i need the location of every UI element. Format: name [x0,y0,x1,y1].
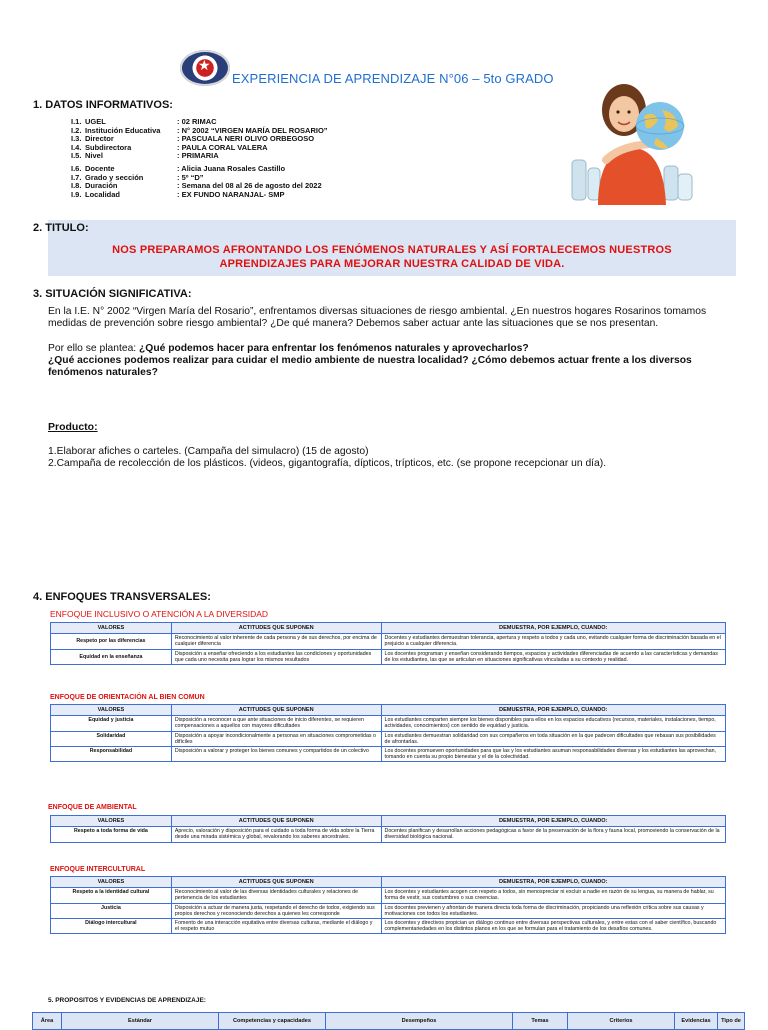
section-datos-heading: 1. DATOS INFORMATIVOS: [33,99,173,111]
enfoque-intercultural-label: ENFOQUE INTERCULTURAL [50,866,146,873]
situacion-question-bold: ¿Qué podemos hacer para enfrentar los fenómenos naturales y aprovecharlos? [139,343,529,354]
enfoque-ambiental-label: ENFOQUE DE AMBIENTAL [48,804,137,811]
table-row [51,827,726,842]
col-demuestra: DEMUESTRA, POR EJEMPLO, CUANDO: [381,623,725,634]
datos-num: I.3. [71,134,82,144]
datos-value: : PASCUALA NERI OLIVO ORBEGOSO [177,134,315,144]
datos-label: Docente [85,163,115,173]
table-row [51,747,726,762]
table-row [51,716,726,731]
demuestra-cell: Los docentes programan y enseñan considerando tiempos, espacios y actividades diferenciadas de acuerdo a las características y demandas de los estudiantes, las que se articulan en situaciones significativas vinculadas a su contexto y realidad. [381,649,725,664]
actitud-cell: Disposición a apoyar incondicionalmente a personas en situaciones comprometidas o difíciles [171,731,381,746]
actitud-cell: Disposición a valorar y proteger los bienes comunes y compartidos de un colectivo [171,747,381,762]
datos-value: : N° 2002 “VIRGEN MARÍA DEL ROSARIO” [177,125,328,135]
datos-num: I.6. [71,163,82,173]
enfoque-inclusivo-table [50,622,726,665]
datos-num: I.1. [71,117,82,126]
table-row [51,903,726,918]
enfoque-bien-comun-table [50,704,726,762]
datos-value: : 02 RIMAC [177,117,217,126]
demuestra-cell: Los estudiantes demuestran solidaridad con sus compañeros en toda situación en la que padecen dificultades que rebasan sus posibilidades de afrontarlas. [381,731,725,746]
datos-label: Director [85,134,114,144]
demuestra-cell: Docentes y estudiantes demuestran tolerancia, apertura y respeto a todos y cada uno, evitando cualquier forma de discriminación basada en el prejuicio a cualquier diferencia. [381,634,725,649]
producto-list [48,446,606,470]
datos-value: : PRIMARIA [177,151,219,161]
section-titulo-heading: 2. TITULO: [33,222,89,234]
propositos-table [32,1012,745,1030]
experience-title-line: NOS PREPARAMOS AFRONTANDO LOS FENÓMENOS NATURALES Y ASÍ FORTALECEMOS NUESTROS [112,244,672,256]
col-actitudes: ACTITUDES QUE SUPONEN [171,705,381,716]
valor-cell: Equidad en la enseñanza [51,649,172,664]
col-valores: VALORES [51,816,172,827]
datos-label: Duración [85,181,118,191]
col-actitudes: ACTITUDES QUE SUPONEN [171,623,381,634]
col-temas: Temas [513,1013,568,1030]
table-row [51,919,726,934]
school-crest-icon: ★ [180,50,230,86]
demuestra-cell: Los estudiantes comparten siempre los bienes disponibles para ellos en los espacios educativos (recursos, materiales, instalaciones, tiempo, actividades, conocimientos) con sentido de equidad y justicia. [381,716,725,731]
col-criterios: Criterios [568,1013,675,1030]
datos-label: Institución Educativa [85,125,161,135]
situacion-paragraph: En la I.E. N° 2002 “Virgen María del Rosario”, enfrentamos diversas situaciones de riesgo ambiental. ¿En nuestros hogares Rosarinos tomamos medidas de prevención sobre riesgo ambiental? ¿De qué manera? Debemos saber actuar ante las situaciones que se nos presentan. [48,306,707,329]
datos-num: I.9. [71,189,82,199]
situacion-question-2: ¿Qué acciones podemos realizar para cuidar el medio ambiente de nuestra localidad? ¿Cómo debemos actuar frente a los diversos fenómenos naturales? [48,355,692,378]
table-row [51,731,726,746]
col-desempenos: Desempeños [326,1013,513,1030]
table-row [51,888,726,903]
experience-title-line: APRENDIZAJES PARA MEJORAR NUESTRA CALIDAD DE VIDA. [219,258,565,270]
demuestra-cell: Los docentes promueven oportunidades para que las y los estudiantes asuman responsabilidades diversas y los estudiantes las aprovechan, tomando en cuenta su propio bienestar y el de la colectividad. [381,747,725,762]
valor-cell: Responsabilidad [51,747,172,762]
col-demuestra: DEMUESTRA, POR EJEMPLO, CUANDO: [381,877,725,888]
valor-cell: Justicia [51,903,172,918]
actitud-cell: Reconocimiento al valor de las diversas identidades culturales y relaciones de pertenencia de los estudiantes [171,888,381,903]
valor-cell: Respeto a la identidad cultural [51,888,172,903]
datos-list [71,118,397,199]
demuestra-cell: Docentes planifican y desarrollan acciones pedagógicas a favor de la preservación de la flora y fauna local, promoviendo la conservación de la diversidad biológica nacional. [381,827,725,842]
valor-cell: Respeto a toda forma de vida [51,827,172,842]
enfoque-bien-comun-label: ENFOQUE DE ORIENTACIÓN AL BIEN COMUN [50,694,205,701]
valor-cell: Respeto por las diferencias [51,634,172,649]
datos-label: Grado y sección [85,172,144,182]
datos-label: Subdirectora [85,142,132,152]
col-area: Área [33,1013,62,1030]
datos-label: Nivel [85,151,103,161]
datos-value: : PAULA CORAL VALERA [177,142,268,152]
situacion-question [48,343,736,355]
datos-label: UGEL [85,117,106,126]
datos-row [71,144,397,153]
actitud-cell: Fomento de una interacción equitativa entre diversas culturas, mediante el diálogo y el respeto mutuo [171,919,381,934]
table-header-row [51,816,726,827]
demuestra-cell: Los docentes y directivos propician un diálogo continuo entre diversas perspectivas culturales, y entre estas con el saber científico, buscando complementariedades en los distintos planos en los que se formulan para el tratamiento de los desafíos comunes. [381,919,725,934]
datos-value: : EX FUNDO NARANJAL- SMP [177,189,285,199]
col-actitudes: ACTITUDES QUE SUPONEN [171,816,381,827]
situacion-lead: Por ello se plantea: [48,343,140,354]
col-demuestra: DEMUESTRA, POR EJEMPLO, CUANDO: [381,816,725,827]
col-valores: VALORES [51,877,172,888]
section-propositos-heading: 5. PROPOSITOS Y EVIDENCIAS DE APRENDIZAJE: [48,997,206,1004]
datos-num: I.5. [71,151,82,161]
table-header-row [51,877,726,888]
col-valores: VALORES [51,623,172,634]
table-row [51,634,726,649]
section-situacion-heading: 3. SITUACIÓN SIGNIFICATIVA: [33,288,192,300]
col-demuestra: DEMUESTRA, POR EJEMPLO, CUANDO: [381,705,725,716]
datos-row [71,152,397,161]
producto-item: 1.Elaborar afiches o carteles. (Campaña del simulacro) (15 de agosto) [48,446,369,457]
producto-item: 2.Campaña de recolección de los plásticos. (videos, gigantografía, dípticos, trípticos, etc. (se propone recepcionar un día). [48,458,607,469]
datos-value: : 5º “D” [177,172,204,182]
table-header-row [33,1013,745,1030]
datos-value: : Semana del 08 al 26 de agosto del 2022 [177,181,322,191]
datos-num: I.7. [71,172,82,182]
col-valores: VALORES [51,705,172,716]
valor-cell: Diálogo intercultural [51,919,172,934]
datos-num: I.8. [71,181,82,191]
valor-cell: Equidad y justicia [51,716,172,731]
section-enfoques-heading: 4. ENFOQUES TRANSVERSALES: [33,591,211,603]
actitud-cell: Disposición a actuar de manera justa, respetando el derecho de todos, exigiendo sus propios derechos y reconociendo derechos a quienes les corresponde [171,903,381,918]
producto-label: Producto: [48,421,98,433]
actitud-cell: Disposición a enseñar ofreciendo a los estudiantes las condiciones y oportunidades que cada uno necesita para lograr los mismos resultados [171,649,381,664]
col-actitudes: ACTITUDES QUE SUPONEN [171,877,381,888]
table-row [51,649,726,664]
enfoque-intercultural-table [50,876,726,934]
enfoque-inclusivo-label: ENFOQUE INCLUSIVO O ATENCIÓN A LA DIVERSIDAD [50,609,269,619]
actitud-cell: Reconocimiento al valor inherente de cada persona y de sus derechos, por encima de cualquier diferencia [171,634,381,649]
table-header-row [51,705,726,716]
table-header-row [51,623,726,634]
experience-title [60,243,724,271]
demuestra-cell: Los docentes y estudiantes acogen con respeto a todos, sin menospreciar ni excluir a nadie en razón de su lengua, su manera de hablar, su forma de vestir, sus costumbres o sus creencias. [381,888,725,903]
valor-cell: Solidaridad [51,731,172,746]
demuestra-cell: Los docentes previenen y afrontan de manera directa toda forma de discriminación, propiciando una reflexión crítica sobre sus causas y motivaciones con todos los estudiantes. [381,903,725,918]
col-evidencias: Evidencias [675,1013,718,1030]
col-tipo: Tipo de [718,1013,745,1030]
actitud-cell: Aprecio, valoración y disposición para el cuidado a toda forma de vida sobre la Tierra desde una mirada sistémica y global, revalorando los saberes ancestrales. [171,827,381,842]
page-title: EXPERIENCIA DE APRENDIZAJE N°06 – 5to GRADO [232,71,554,86]
datos-value: : Alicia Juana Rosales Castillo [177,163,286,173]
col-estandar: Estándar [62,1013,219,1030]
datos-row [71,191,397,200]
actitud-cell: Disposición a reconocer a que ante situaciones de inicio diferentes, se requieren compensaciones a aquellos con mayores dificultades [171,716,381,731]
col-competencias: Competencias y capacidades [219,1013,326,1030]
enfoque-ambiental-table [50,815,726,843]
datos-num: I.4. [71,142,82,152]
datos-label: Localidad [85,189,121,199]
datos-num: I.2. [71,125,82,135]
girl-holding-globe-icon [568,80,696,205]
